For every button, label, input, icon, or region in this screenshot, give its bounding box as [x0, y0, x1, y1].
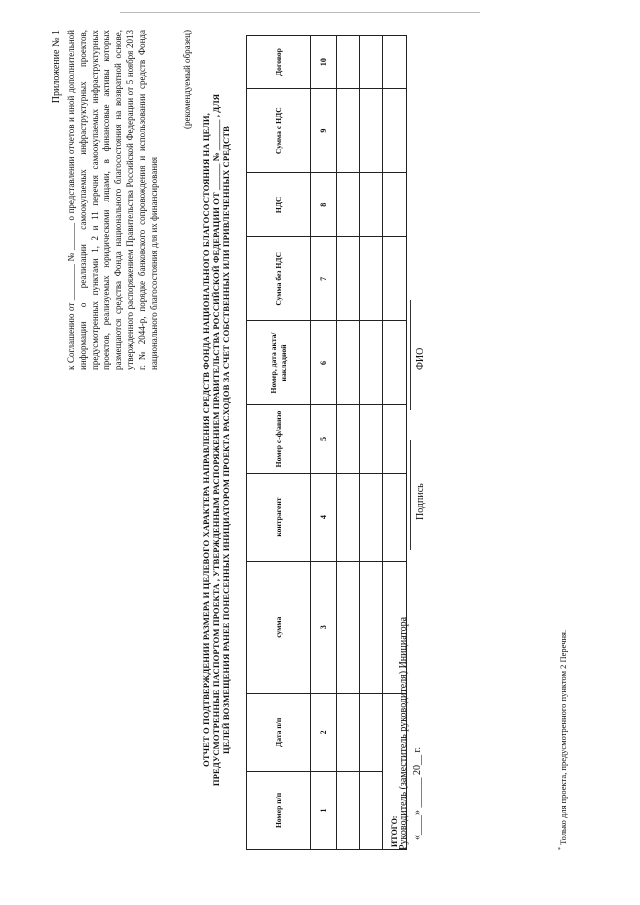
header-cell: Сумма без НДС	[247, 237, 311, 321]
table-row	[337, 36, 360, 850]
table-cell	[337, 173, 360, 237]
table-cell	[360, 473, 383, 561]
table-cell	[337, 771, 360, 849]
column-number: 9	[311, 89, 337, 173]
table-cell	[383, 473, 407, 561]
table-header-row	[247, 36, 311, 850]
header-cell: Договор	[247, 36, 311, 89]
table-cell	[337, 693, 360, 771]
header-cell: Номер, дата акта/накладной	[247, 321, 311, 405]
table-cell	[383, 237, 407, 321]
table-cell	[360, 36, 383, 89]
signature-rule	[410, 440, 411, 550]
intro-paragraph: к Соглашению от ________ № ______ о представлении отчетов и иной дополнительной информации о реализации самоокупаемых инфраструктурных проектов, предусмотренных пунктами 1, 2 и 11 перечня самоокупаемых инфраструктурных проектов, реализуемых юридическими лицами, в финансовые активы которых размещаются средства Фонда национального благосостояния на возвратной основе, утвержденного распоряжением Правительства Российской Федерации от 5 ноября 2013 г. № 2044-р, порядке банковского сопровождения и использовании средств Фонда национального благосостояния для их финансирования	[66, 30, 159, 370]
header-cell: НДС	[247, 173, 311, 237]
table-cell	[360, 405, 383, 473]
header-cell: Номер п/п	[247, 771, 311, 849]
table-row	[360, 36, 383, 850]
title-line-1: ОТЧЕТ О ПОДТВЕРЖДЕНИИ РАЗМЕРА И ЦЕЛЕВОГО ХАРАКТЕРА НАПРАВЛЕНИЯ СРЕДСТВ ФОНДА НАЦИОНАЛЬНОГО БЛАГОСОСТОЯНИЯ НА ЦЕЛИ,	[201, 113, 211, 767]
table-cell	[337, 473, 360, 561]
footnote	[558, 630, 568, 850]
table-cell	[383, 405, 407, 473]
column-number: 6	[311, 321, 337, 405]
column-number: 10	[311, 36, 337, 89]
column-number: 7	[311, 237, 337, 321]
footnote-mark: *	[558, 847, 565, 850]
title-line-3: ЦЕЛЕЙ ВОЗМЕЩЕНИЯ РАНЕЕ ПОНЕСЕННЫХ ИНИЦИАТОРОМ ПРОЕКТА РАСХОДОВ ЗА СЧЕТ СОБСТВЕННЫХ ИЛИ ПРИВЛЕЧЕННЫХ СРЕДСТВ	[221, 125, 231, 755]
header-cell: контрагент	[247, 473, 311, 561]
signature-label: Подпись	[415, 483, 426, 520]
rotated-content	[20, 30, 620, 880]
table-cell	[360, 561, 383, 693]
table-cell	[337, 561, 360, 693]
table-cell	[360, 693, 383, 771]
total-label: ИТОГО:	[383, 693, 407, 849]
table-cell	[337, 89, 360, 173]
table-cell	[383, 36, 407, 89]
header-cell: Сумма с НДС	[247, 89, 311, 173]
column-number: 5	[311, 405, 337, 473]
header-cell: сумма	[247, 561, 311, 693]
scan-edge-line	[120, 12, 480, 13]
table-cell	[337, 405, 360, 473]
report-table	[246, 35, 407, 850]
signatory-role: Руководитель (заместитель руководителя) Инициатора	[398, 616, 409, 850]
column-number: 2	[311, 693, 337, 771]
table-cell	[360, 321, 383, 405]
column-number-row	[311, 36, 337, 850]
table-cell	[383, 89, 407, 173]
table-cell	[360, 771, 383, 849]
column-number: 4	[311, 473, 337, 561]
column-number: 3	[311, 561, 337, 693]
title-line-2: ПРЕДУСМОТРЕННЫЕ ПАСПОРТОМ ПРОЕКТА , УТВЕРЖДЕННЫМ РАСПОРЯЖЕНИЕМ ПРАВИТЕЛЬСТВА РОССИЙСКОЙ ФЕДЕРАЦИИ ОТ ______ № _______ , ДЛЯ	[211, 93, 221, 787]
column-number: 1	[311, 771, 337, 849]
table-cell	[337, 237, 360, 321]
name-rule	[410, 300, 411, 410]
sample-note: (рекомендуемый образец)	[182, 30, 192, 129]
table-cell	[383, 173, 407, 237]
table-cell	[337, 36, 360, 89]
appendix-label: Приложение № 1	[51, 30, 62, 104]
signature-date: «____» ______ 20__ г.	[412, 747, 423, 840]
name-label: ФИО	[415, 347, 426, 370]
table-cell	[360, 89, 383, 173]
footnote-text: Только для проекта, предусмотренного пунктом 2 Перечня.	[558, 629, 568, 845]
report-title	[201, 40, 231, 840]
table-cell	[383, 321, 407, 405]
header-cell: Дата п/п	[247, 693, 311, 771]
table-cell	[360, 237, 383, 321]
table-cell	[337, 321, 360, 405]
table-cell	[360, 173, 383, 237]
header-cell: Номер с-ф/авизо	[247, 405, 311, 473]
column-number: 8	[311, 173, 337, 237]
